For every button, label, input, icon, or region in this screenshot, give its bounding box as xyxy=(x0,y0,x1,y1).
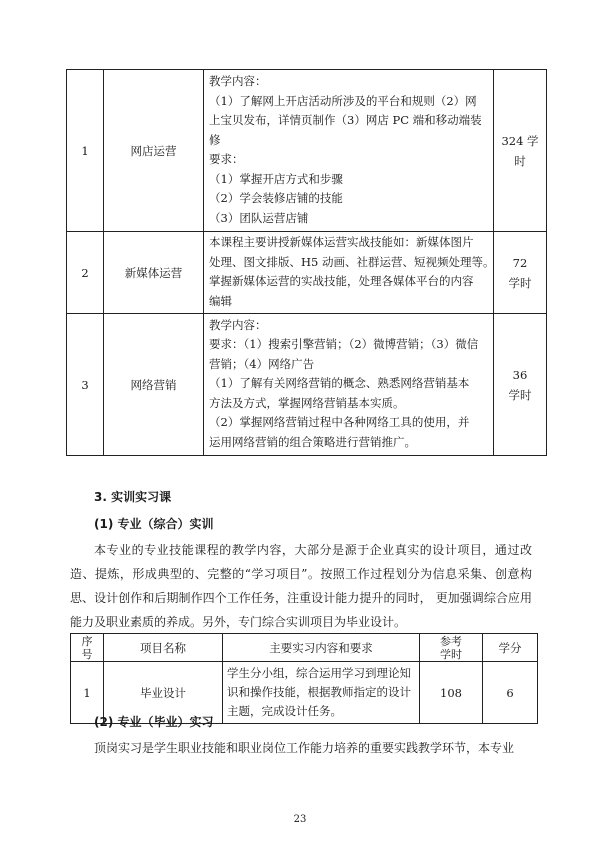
course-table xyxy=(66,69,547,456)
content-line: 修 xyxy=(209,132,221,147)
content-line: 上宝贝发布，详情页制作（3）网店 PC 端和移动端装 xyxy=(209,113,482,127)
content-line: 教学内容： xyxy=(209,74,267,88)
course-name: 新媒体运营 xyxy=(104,232,204,314)
course-hours xyxy=(494,314,547,456)
hours-line: 36 xyxy=(512,367,528,382)
content-line: 掌握新媒体运营的实战技能，处理各媒体平台的内容 xyxy=(209,274,474,288)
header-line: 参考 xyxy=(440,634,462,648)
content-line: 要求：（1）搜索引擎营销；（2）微博营销；（3）微信 xyxy=(209,337,479,352)
course-name: 网络营销 xyxy=(104,314,204,456)
content-line: （2）掌握网络营销过程中各种网络工具的使用，并 xyxy=(209,415,470,430)
course-content xyxy=(204,232,494,314)
hours-line: 学时 xyxy=(508,387,532,402)
internship-paragraph: 顶岗实习是学生职业技能和职业岗位工作能力培养的重要实践教学环节，本专业 xyxy=(94,741,515,755)
row-content: 学生分小组，综合运用学习到理论知识和操作技能，根据教师指定的设计主题，完成设计任务。 xyxy=(223,662,420,724)
header-line: 号 xyxy=(81,647,93,661)
content-line: 本课程主要讲授新媒体运营实战技能如：新媒体图片 xyxy=(209,235,474,249)
course-hours xyxy=(494,232,547,314)
hours-line: 324 学 xyxy=(501,133,539,148)
header-hours xyxy=(420,634,483,662)
subsection-heading: (2) 专业（毕业）实习 xyxy=(94,715,214,729)
table-row xyxy=(67,70,547,232)
training-table xyxy=(70,633,538,724)
content-line: 方法及方式，掌握网络营销基本实质。 xyxy=(209,395,405,410)
table-header-row xyxy=(71,634,538,662)
content-line: 编辑 xyxy=(209,293,232,308)
course-number: 1 xyxy=(67,70,104,232)
row-num: 1 xyxy=(71,662,104,724)
row-name: 毕业设计 xyxy=(104,662,223,724)
content-line: 营销；（4）网络广告 xyxy=(209,356,315,371)
course-number: 2 xyxy=(67,232,104,314)
header-line: 序 xyxy=(81,634,93,648)
page-number: 23 xyxy=(293,814,307,825)
header-line: 学时 xyxy=(440,647,462,661)
course-number: 3 xyxy=(67,314,104,456)
header-num xyxy=(71,634,104,662)
row-credits: 6 xyxy=(483,662,538,724)
training-paragraph: 本专业的专业技能课程的教学内容，大部分是源于企业真实的设计项目，通过改造、提炼，形成典型的、完整的“学习项目”。按照工作过程划分为信息采集、创意构思、设计创作和后期制作四个工作任务，注重设计能力提升的同时， 更加强调综合应用能力及职业素质的养成。另外，专门综合实训项目为毕业设计。 xyxy=(70,543,532,629)
header-credits: 学分 xyxy=(483,634,538,662)
table-row xyxy=(67,314,547,456)
course-hours xyxy=(494,70,547,232)
content-line: （1）了解有关网络营销的概念、熟悉网络营销基本 xyxy=(209,376,470,391)
course-content xyxy=(204,70,494,232)
header-content: 主要实习内容和要求 xyxy=(223,634,420,662)
content-line: 教学内容： xyxy=(209,317,267,332)
course-name: 网店运营 xyxy=(104,70,204,232)
content-line: 运用网络营销的组合策略进行营销推广。 xyxy=(209,434,416,449)
table-row xyxy=(67,232,547,314)
content-line: （1）了解网上开店活动所涉及的平台和规则（2）网 xyxy=(209,93,477,108)
section-heading: 3. 实训实习课 xyxy=(94,490,172,504)
subsection-heading: (1) 专业（综合）实训 xyxy=(94,517,214,531)
row-hours: 108 xyxy=(420,662,483,724)
hours-line: 时 xyxy=(514,153,526,168)
content-line: （2）学会装修店铺的技能 xyxy=(209,191,343,205)
hours-line: 学时 xyxy=(508,275,532,290)
hours-line: 72 xyxy=(512,255,528,270)
content-line: 要求： xyxy=(209,152,244,166)
header-name: 项目名称 xyxy=(104,634,223,662)
content-line: 处理、图文排版、H5 动画、社群运营、短视频处理等。 xyxy=(209,254,495,269)
course-content xyxy=(204,314,494,456)
content-line: （3）团队运营店铺 xyxy=(209,210,309,225)
content-line: （1）掌握开店方式和步骤 xyxy=(209,171,343,186)
